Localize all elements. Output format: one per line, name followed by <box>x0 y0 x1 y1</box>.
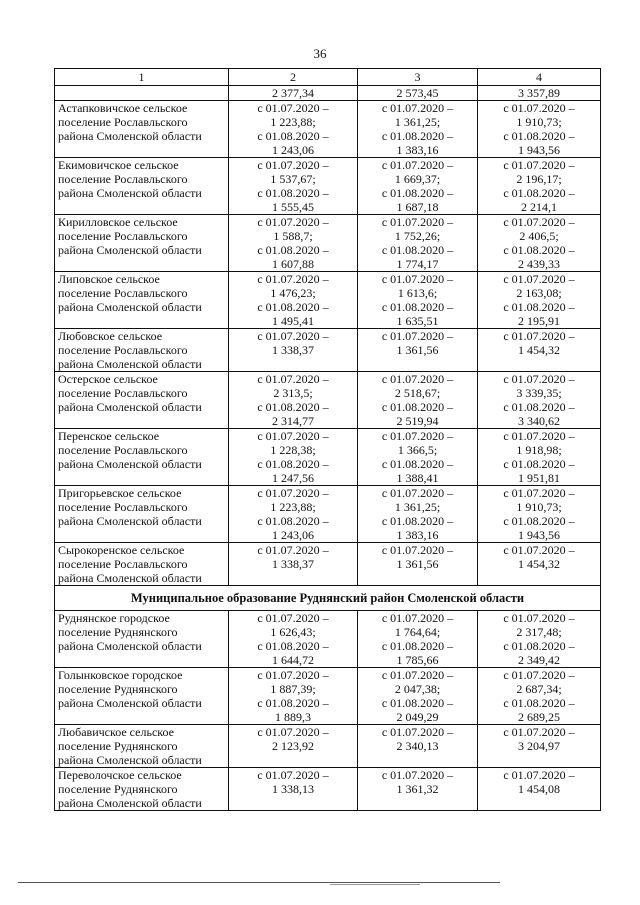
footer-scan-mark <box>330 884 420 885</box>
tariff-value-line: с 01.07.2020 – <box>381 543 454 557</box>
tariff-cell-c2 <box>229 668 358 725</box>
tariff-value-line: 1 454,08 <box>518 782 560 796</box>
tariff-value-line: 1 910,73; <box>516 115 562 129</box>
tariff-value-line: 2 123,92 <box>272 739 314 753</box>
settlement-name-line: района Смоленской области <box>58 186 202 200</box>
tariff-value-line: 2 406,5; <box>519 229 559 243</box>
column-header-3: 3 <box>358 69 478 86</box>
tariff-value-line: с 01.08.2020 – <box>381 400 454 414</box>
tariff-value-line: с 01.08.2020 – <box>503 514 575 528</box>
tariff-value-line: 1 752,26; <box>394 229 441 243</box>
tariff-value-line: 1 910,73; <box>516 500 562 514</box>
tariff-value-line: 1 361,56 <box>396 343 439 357</box>
carry-over-cell-1 <box>55 86 229 101</box>
tariff-value-line: 1 361,25; <box>394 500 441 514</box>
settlement-name-line: Липовское сельское <box>58 272 160 286</box>
settlement-name-line: Кирилловское сельское <box>58 215 178 229</box>
tariff-value-line: 1 943,56 <box>518 528 560 542</box>
tariff-value-line: с 01.08.2020 – <box>381 300 454 314</box>
tariff-value-line: 2 687,34; <box>516 682 562 696</box>
tariff-value-line: с 01.07.2020 – <box>381 372 454 386</box>
tariff-value-line: 1 366,5; <box>397 443 438 457</box>
tariff-cell-c3 <box>358 101 478 158</box>
settlement-name-cell <box>55 158 229 215</box>
settlement-name-line: поселение Руднянского <box>58 782 178 796</box>
tariff-value-line: с 01.08.2020 – <box>381 457 454 471</box>
tariff-value-line: с 01.08.2020 – <box>503 129 575 143</box>
settlement-name-line: района Смоленской области <box>58 639 202 653</box>
tariff-cell-c4 <box>478 158 601 215</box>
tariff-value-line: 2 317,48; <box>516 625 562 639</box>
tariff-value-line: 1 644,72 <box>272 653 314 667</box>
tariff-cell-c2 <box>229 429 358 486</box>
tariff-cell-c2 <box>229 768 358 811</box>
settlement-name-line: поселение Рославльского <box>58 386 188 400</box>
tariff-value-line: с 01.08.2020 – <box>257 300 329 314</box>
tariff-value-line: с 01.07.2020 – <box>381 272 454 286</box>
settlement-name-cell <box>55 215 229 272</box>
settlement-name-line: района Смоленской области <box>58 753 202 767</box>
tariff-cell-c4 <box>478 611 601 668</box>
tariff-value-line: 2 519,94 <box>396 414 439 428</box>
tariff-table <box>54 68 601 811</box>
tariff-value-line: 1 454,32 <box>518 343 560 357</box>
footer-divider <box>18 882 500 883</box>
tariff-value-line: с 01.08.2020 – <box>503 400 575 414</box>
tariff-cell-c3 <box>358 429 478 486</box>
settlement-name-line: поселение Рославльского <box>58 343 188 357</box>
table-row <box>55 668 601 725</box>
table-row <box>55 543 601 586</box>
tariff-value-line: с 01.07.2020 – <box>503 329 575 343</box>
tariff-value-line: с 01.07.2020 – <box>257 768 329 782</box>
tariff-cell-c3 <box>358 668 478 725</box>
tariff-cell-c3 <box>358 272 478 329</box>
table-row <box>55 329 601 372</box>
tariff-value-line: 1 228,38; <box>270 443 316 457</box>
tariff-value-line: с 01.08.2020 – <box>257 457 329 471</box>
tariff-cell-c2 <box>229 486 358 543</box>
settlement-name-cell <box>55 329 229 372</box>
tariff-value-line: 2 214,1 <box>521 200 557 214</box>
settlement-name-line: района Смоленской области <box>58 696 202 710</box>
settlement-name-line: района Смоленской области <box>58 300 202 314</box>
table-row <box>55 272 601 329</box>
settlement-name-line: поселение Рославльского <box>58 286 188 300</box>
tariff-value-line: с 01.07.2020 – <box>257 372 329 386</box>
tariff-value-line: с 01.08.2020 – <box>381 639 454 653</box>
tariff-value-line: с 01.08.2020 – <box>381 129 454 143</box>
tariff-cell-c2 <box>229 372 358 429</box>
tariff-value-line: с 01.07.2020 – <box>257 429 329 443</box>
tariff-cell-c2 <box>229 611 358 668</box>
settlement-name-line: Любовское сельское <box>58 329 163 343</box>
tariff-cell-c4 <box>478 272 601 329</box>
column-header-1: 1 <box>55 69 229 86</box>
tariff-value-line: с 01.07.2020 – <box>381 158 454 172</box>
tariff-cell-c4 <box>478 668 601 725</box>
tariff-value-line: 2 314,77 <box>272 414 314 428</box>
settlement-name-line: Остерское сельское <box>58 372 158 386</box>
tariff-value-line: 1 361,56 <box>396 557 439 571</box>
settlement-name-line: района Смоленской области <box>58 400 202 414</box>
tariff-value-line: с 01.07.2020 – <box>257 668 329 682</box>
tariff-value-line: с 01.08.2020 – <box>381 186 454 200</box>
tariff-cell-c4 <box>478 101 601 158</box>
tariff-value-line: с 01.07.2020 – <box>381 429 454 443</box>
tariff-value-line: с 01.08.2020 – <box>503 639 575 653</box>
tariff-value-line: 1 635,51 <box>396 314 439 328</box>
column-header-4: 4 <box>478 69 601 86</box>
tariff-value-line: 1 247,56 <box>272 471 314 485</box>
tariff-cell-c3 <box>358 215 478 272</box>
tariff-value-line: с 01.07.2020 – <box>381 611 454 625</box>
tariff-value-line: с 01.08.2020 – <box>503 457 575 471</box>
tariff-cell-c2 <box>229 158 358 215</box>
tariff-value-line: с 01.08.2020 – <box>257 186 329 200</box>
tariff-value-line: 1 361,32 <box>396 782 439 796</box>
tariff-value-line: 1 951,81 <box>518 471 560 485</box>
tariff-value-line: с 01.08.2020 – <box>257 514 329 528</box>
tariff-cell-c4 <box>478 768 601 811</box>
tariff-cell-c3 <box>358 158 478 215</box>
tariff-value-line: 2 049,29 <box>396 710 439 724</box>
tariff-value-line: 1 243,06 <box>272 143 314 157</box>
settlement-name-cell <box>55 372 229 429</box>
tariff-value-line: 1 687,18 <box>396 200 439 214</box>
tariff-value-line: с 01.08.2020 – <box>257 400 329 414</box>
settlement-name-line: Переволочское сельское <box>58 768 182 782</box>
settlement-name-line: поселение Рославльского <box>58 115 188 129</box>
settlement-name-line: Любавичское сельское <box>58 725 174 739</box>
tariff-value-line: 3 339,35; <box>516 386 562 400</box>
tariff-value-line: 2 047,38; <box>394 682 441 696</box>
tariff-cell-c4 <box>478 543 601 586</box>
section-heading-row <box>55 586 601 611</box>
tariff-value-line: с 01.07.2020 – <box>257 611 329 625</box>
tariff-value-line: с 01.07.2020 – <box>257 486 329 500</box>
settlement-name-cell <box>55 725 229 768</box>
tariff-value-line: с 01.07.2020 – <box>503 725 575 739</box>
settlement-name-line: поселение Рославльского <box>58 172 188 186</box>
tariff-value-line: 1 774,17 <box>396 257 439 271</box>
settlement-name-cell <box>55 768 229 811</box>
settlement-name-cell <box>55 429 229 486</box>
tariff-value-line: с 01.08.2020 – <box>257 696 329 710</box>
settlement-name-line: Руднянское городское <box>58 611 170 625</box>
settlement-name-line: района Смоленской области <box>58 457 202 471</box>
tariff-cell-c4 <box>478 329 601 372</box>
carry-over-cell-3: 2 573,45 <box>358 86 478 101</box>
tariff-value-line: 1 223,88; <box>270 115 316 129</box>
settlement-name-line: района Смоленской области <box>58 571 202 585</box>
settlement-name-line: поселение Руднянского <box>58 682 178 696</box>
tariff-value-line: с 01.08.2020 – <box>257 243 329 257</box>
tariff-value-line: 1 338,13 <box>272 782 314 796</box>
settlement-name-line: поселение Рославльского <box>58 500 188 514</box>
tariff-value-line: 1 889,3 <box>275 710 311 724</box>
tariff-value-line: с 01.07.2020 – <box>503 486 575 500</box>
table-row <box>55 372 601 429</box>
tariff-value-line: с 01.07.2020 – <box>257 329 329 343</box>
settlement-name-line: Пригорьевское сельское <box>58 486 182 500</box>
tariff-value-line: с 01.08.2020 – <box>503 243 575 257</box>
tariff-value-line: с 01.08.2020 – <box>381 514 454 528</box>
tariff-value-line: 1 626,43; <box>270 625 316 639</box>
carry-over-cell-4: 3 357,89 <box>478 86 601 101</box>
tariff-value-line: 2 163,08; <box>516 286 562 300</box>
tariff-cell-c4 <box>478 215 601 272</box>
carry-over-row <box>55 86 601 101</box>
tariff-value-line: 2 340,13 <box>396 739 439 753</box>
tariff-value-line: 1 785,66 <box>396 653 439 667</box>
tariff-value-line: с 01.07.2020 – <box>257 101 329 115</box>
tariff-cell-c3 <box>358 486 478 543</box>
tariff-value-line: с 01.07.2020 – <box>503 158 575 172</box>
tariff-cell-c3 <box>358 768 478 811</box>
tariff-cell-c4 <box>478 429 601 486</box>
carry-over-cell-2: 2 377,34 <box>229 86 358 101</box>
tariff-value-line: с 01.07.2020 – <box>257 158 329 172</box>
table-row <box>55 768 601 811</box>
tariff-cell-c2 <box>229 272 358 329</box>
tariff-value-line: 1 338,37 <box>272 557 314 571</box>
tariff-value-line: с 01.08.2020 – <box>381 243 454 257</box>
tariff-value-line: 1 887,39; <box>270 682 316 696</box>
tariff-value-line: 2 349,42 <box>518 653 560 667</box>
settlement-name-line: поселение Рославльского <box>58 443 188 457</box>
settlement-name-line: поселение Руднянского <box>58 739 178 753</box>
tariff-value-line: с 01.08.2020 – <box>257 129 329 143</box>
table-row <box>55 429 601 486</box>
tariff-value-line: 1 361,25; <box>394 115 441 129</box>
tariff-value-line: 1 764,64; <box>394 625 441 639</box>
tariff-value-line: 1 476,23; <box>270 286 316 300</box>
tariff-cell-c3 <box>358 372 478 429</box>
tariff-value-line: с 01.07.2020 – <box>503 101 575 115</box>
tariff-value-line: с 01.08.2020 – <box>257 639 329 653</box>
settlement-name-line: района Смоленской области <box>58 243 202 257</box>
tariff-cell-c2 <box>229 725 358 768</box>
settlement-name-cell <box>55 611 229 668</box>
tariff-value-line: 1 338,37 <box>272 343 314 357</box>
tariff-value-line: 2 196,17; <box>516 172 562 186</box>
tariff-value-line: 2 439,33 <box>518 257 560 271</box>
tariff-value-line: с 01.07.2020 – <box>257 272 329 286</box>
tariff-value-line: с 01.07.2020 – <box>381 329 454 343</box>
table-row <box>55 101 601 158</box>
tariff-value-line: с 01.07.2020 – <box>381 725 454 739</box>
tariff-value-line: с 01.07.2020 – <box>381 486 454 500</box>
tariff-value-line: 2 195,91 <box>518 314 560 328</box>
tariff-value-line: 2 518,67; <box>394 386 441 400</box>
tariff-value-line: 1 454,32 <box>518 557 560 571</box>
tariff-value-line: 1 243,06 <box>272 528 314 542</box>
tariff-value-line: с 01.07.2020 – <box>503 668 575 682</box>
table-row <box>55 725 601 768</box>
page-number: 36 <box>313 46 327 61</box>
tariff-value-line: с 01.07.2020 – <box>503 768 575 782</box>
settlement-name-line: Екимовичское сельское <box>58 158 179 172</box>
tariff-cell-c2 <box>229 101 358 158</box>
tariff-value-line: с 01.07.2020 – <box>381 768 454 782</box>
tariff-value-line: 3 340,62 <box>518 414 560 428</box>
tariff-cell-c4 <box>478 372 601 429</box>
settlement-name-line: поселение Руднянского <box>58 625 178 639</box>
tariff-value-line: 1 223,88; <box>270 500 316 514</box>
tariff-value-line: 1 943,56 <box>518 143 560 157</box>
tariff-cell-c3 <box>358 543 478 586</box>
table-row <box>55 611 601 668</box>
tariff-cell-c2 <box>229 329 358 372</box>
tariff-value-line: с 01.08.2020 – <box>503 186 575 200</box>
settlement-name-line: Сырокоренское сельское <box>58 543 185 557</box>
settlement-name-line: Астапковичское сельское <box>58 101 188 115</box>
table-row <box>55 158 601 215</box>
tariff-value-line: с 01.07.2020 – <box>257 543 329 557</box>
tariff-value-line: с 01.07.2020 – <box>503 215 575 229</box>
tariff-value-line: 1 669,37; <box>394 172 441 186</box>
tariff-value-line: 1 607,88 <box>272 257 314 271</box>
settlement-name-line: района Смоленской области <box>58 357 202 371</box>
tariff-value-line: с 01.07.2020 – <box>503 611 575 625</box>
settlement-name-cell <box>55 101 229 158</box>
section-heading: Муниципальное образование Руднянский район Смоленской области <box>55 586 601 611</box>
settlement-name-cell <box>55 272 229 329</box>
tariff-value-line: 2 313,5; <box>273 386 313 400</box>
tariff-value-line: 2 689,25 <box>518 710 560 724</box>
tariff-value-line: 1 588,7; <box>273 229 313 243</box>
tariff-value-line: с 01.07.2020 – <box>381 101 454 115</box>
table-row <box>55 486 601 543</box>
tariff-value-line: 1 383,16 <box>396 143 439 157</box>
settlement-name-line: поселение Рославльского <box>58 557 188 571</box>
tariff-value-line: с 01.08.2020 – <box>503 300 575 314</box>
settlement-name-line: района Смоленской области <box>58 514 202 528</box>
tariff-value-line: с 01.07.2020 – <box>381 215 454 229</box>
tariff-cell-c4 <box>478 486 601 543</box>
tariff-cell-c2 <box>229 543 358 586</box>
settlement-name-cell <box>55 486 229 543</box>
settlement-name-line: района Смоленской области <box>58 796 202 810</box>
tariff-value-line: 1 495,41 <box>272 314 314 328</box>
settlement-name-line: поселение Рославльского <box>58 229 188 243</box>
tariff-cell-c3 <box>358 611 478 668</box>
tariff-cell-c3 <box>358 329 478 372</box>
settlement-name-line: района Смоленской области <box>58 129 202 143</box>
settlement-name-cell <box>55 668 229 725</box>
column-header-row <box>55 69 601 86</box>
tariff-value-line: с 01.07.2020 – <box>257 725 329 739</box>
tariff-value-line: с 01.07.2020 – <box>503 272 575 286</box>
tariff-value-line: с 01.08.2020 – <box>381 696 454 710</box>
tariff-cell-c2 <box>229 215 358 272</box>
settlement-name-line: Голынковское городское <box>58 668 183 682</box>
tariff-value-line: 1 555,45 <box>272 200 314 214</box>
tariff-value-line: 3 204,97 <box>518 739 560 753</box>
table-body <box>55 86 601 811</box>
settlement-name-cell <box>55 543 229 586</box>
tariff-cell-c3 <box>358 725 478 768</box>
settlement-name-line: Перенское сельское <box>58 429 160 443</box>
tariff-value-line: 1 537,67; <box>270 172 316 186</box>
tariff-value-line: с 01.08.2020 – <box>503 696 575 710</box>
tariff-value-line: с 01.07.2020 – <box>503 429 575 443</box>
tariff-value-line: 1 918,98; <box>516 443 562 457</box>
tariff-cell-c4 <box>478 725 601 768</box>
tariff-value-line: с 01.07.2020 – <box>257 215 329 229</box>
column-header-2: 2 <box>229 69 358 86</box>
tariff-value-line: 1 388,41 <box>396 471 439 485</box>
tariff-value-line: 1 383,16 <box>396 528 439 542</box>
tariff-value-line: с 01.07.2020 – <box>381 668 454 682</box>
tariff-value-line: с 01.07.2020 – <box>503 543 575 557</box>
tariff-value-line: с 01.07.2020 – <box>503 372 575 386</box>
tariff-value-line: 1 613,6; <box>397 286 438 300</box>
table-row <box>55 215 601 272</box>
